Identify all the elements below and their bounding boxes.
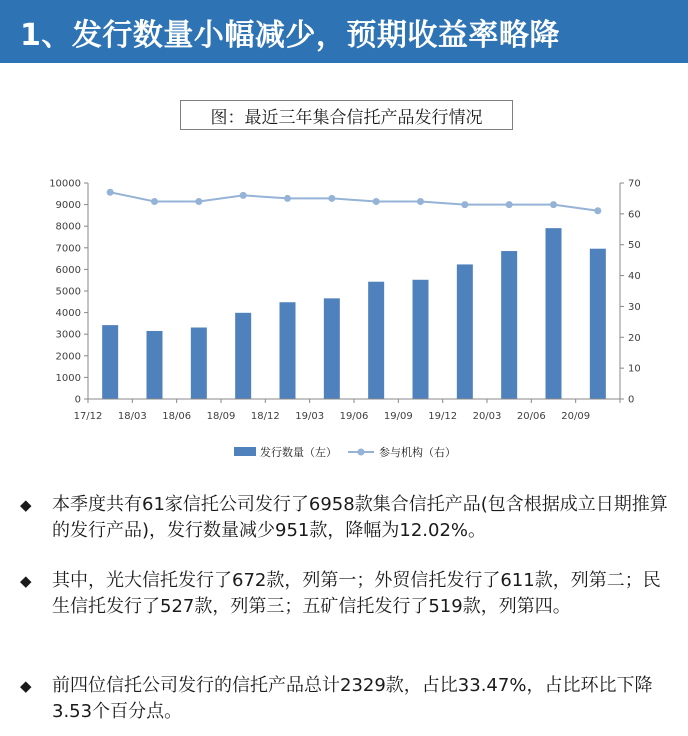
bar-19/12	[457, 264, 473, 399]
right-tick-label: 40	[628, 271, 641, 283]
line-point-18/03	[151, 198, 158, 205]
diamond-icon: ◆	[20, 572, 32, 590]
right-tick-label: 20	[628, 332, 641, 344]
bullet-item-1	[20, 492, 672, 544]
legend-line-label: 参与机构（右）	[379, 446, 456, 459]
diamond-icon: ◆	[20, 496, 32, 514]
page-title: 1、发行数量小幅减少，预期收益率略降	[20, 18, 560, 53]
x-tick-label: 18/12	[250, 411, 280, 422]
right-tick-label: 0	[628, 394, 635, 406]
bar-20/06	[546, 228, 562, 399]
bullet-item-3	[20, 673, 672, 725]
right-tick-label: 30	[628, 301, 641, 313]
right-axis	[620, 179, 641, 406]
x-tick-label: 19/12	[428, 411, 458, 422]
line-point-20/03	[506, 201, 513, 208]
line-point-20/06	[550, 201, 557, 208]
line-point-20/09	[594, 207, 601, 214]
bullet-text: 其中，光大信托发行了672款，列第一；外贸信托发行了611款，列第二；民生信托发行了527款，列第三；五矿信托发行了519款，列第四。	[52, 570, 661, 617]
x-tick-label: 20/06	[516, 411, 546, 422]
bar-18/12	[280, 302, 296, 399]
bar-19/03	[324, 298, 340, 399]
line-point-18/06	[195, 198, 202, 205]
line-point-17/12	[107, 189, 114, 196]
left-axis	[49, 179, 88, 406]
left-tick-label: 2000	[55, 351, 81, 363]
x-tick-label: 18/09	[206, 411, 236, 422]
left-tick-label: 3000	[55, 329, 81, 341]
bar-18/03	[147, 331, 163, 399]
bar-18/06	[191, 328, 207, 399]
combo-chart	[0, 160, 688, 470]
legend	[234, 445, 456, 459]
x-tick-label: 20/09	[561, 411, 591, 422]
line-point-19/09	[417, 198, 424, 205]
right-tick-label: 70	[628, 178, 641, 190]
x-tick-label: 17/12	[73, 411, 103, 422]
bar-19/06	[368, 282, 384, 399]
bar-series	[102, 228, 606, 399]
bar-20/09	[590, 249, 606, 399]
bar-18/09	[235, 313, 251, 399]
left-tick-label: 6000	[55, 264, 81, 276]
left-tick-label: 8000	[55, 221, 81, 233]
x-tick-label: 18/06	[162, 411, 192, 422]
x-tick-label: 19/09	[383, 411, 413, 422]
x-tick-label: 19/06	[339, 411, 369, 422]
legend-bar-swatch	[234, 447, 256, 456]
bar-20/03	[501, 251, 517, 399]
line-point-18/12	[284, 195, 291, 202]
x-axis	[74, 399, 620, 422]
line-path	[110, 192, 598, 211]
line-point-19/12	[461, 201, 468, 208]
bullet-text: 本季度共有61家信托公司发行了6958款集合信托产品(包含根据成立日期推算的发行产品)，发行数量减少951款，降幅为12.02%。	[52, 494, 668, 541]
x-tick-label: 19/03	[295, 411, 325, 422]
header-bar	[0, 0, 688, 63]
left-tick-label: 10000	[49, 178, 81, 190]
left-tick-label: 7000	[55, 243, 81, 255]
left-tick-label: 1000	[55, 372, 81, 384]
line-series	[107, 189, 602, 215]
right-tick-label: 50	[628, 240, 641, 252]
line-point-18/09	[240, 192, 247, 199]
left-tick-label: 5000	[55, 286, 81, 298]
diamond-icon: ◆	[20, 677, 32, 695]
legend-line-marker	[358, 449, 365, 456]
chart-caption: 图：最近三年集合信托产品发行情况	[180, 100, 513, 130]
x-tick-label: 20/03	[472, 411, 502, 422]
line-point-19/06	[373, 198, 380, 205]
left-tick-label: 0	[74, 394, 81, 406]
bar-19/09	[413, 280, 429, 399]
x-tick-label: 18/03	[117, 411, 147, 422]
right-tick-label: 60	[628, 209, 641, 221]
left-tick-label: 9000	[55, 200, 81, 212]
bar-17/12	[102, 325, 118, 399]
bullet-text: 前四位信托公司发行的信托产品总计2329款，占比33.47%，占比环比下降3.53个百分点。	[52, 675, 653, 722]
legend-bar-label: 发行数量（左）	[260, 446, 337, 459]
bullet-item-2	[20, 568, 672, 620]
line-point-19/03	[328, 195, 335, 202]
right-tick-label: 10	[628, 363, 641, 375]
left-tick-label: 4000	[55, 308, 81, 320]
